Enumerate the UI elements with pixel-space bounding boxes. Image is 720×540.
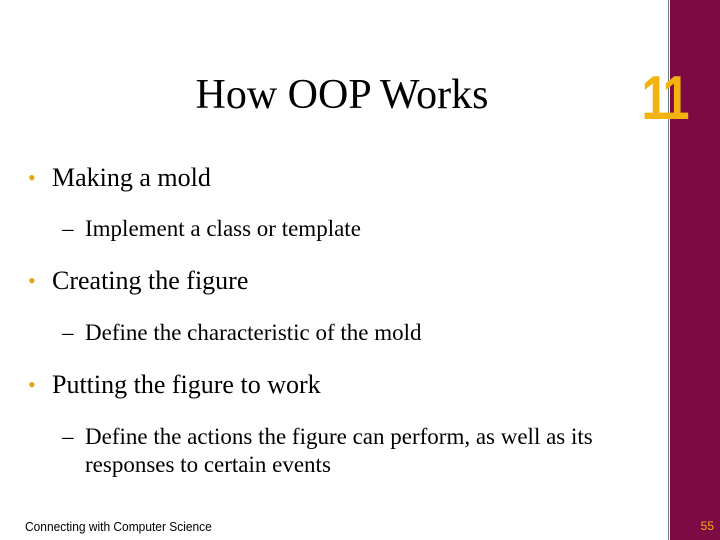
page-number: 55 — [700, 519, 714, 533]
bullet-text: Putting the figure to work — [52, 370, 321, 399]
sub-bullet-dash: – — [62, 216, 74, 241]
bullet-dot-icon: • — [28, 372, 36, 397]
footer-text: Connecting with Computer Science — [25, 519, 212, 534]
sub-bullet-dash: – — [62, 424, 74, 449]
sub-bullet-dash: – — [62, 320, 74, 345]
sub-bullet-text: Define the characteristic of the mold — [85, 320, 422, 345]
slide-title: How OOP Works — [195, 72, 489, 118]
sub-bullet-text: Define the actions the figure can perform, as well as its responses to certain events — [85, 424, 593, 477]
sub-bullet-text: Implement a class or template — [85, 216, 361, 241]
bullet-text: Creating the figure — [52, 266, 249, 295]
bullet-dot-icon: • — [28, 268, 36, 293]
bullet-text: Making a mold — [52, 163, 211, 192]
bullet-dot-icon: • — [28, 165, 36, 190]
chapter-number: 11 — [641, 64, 687, 133]
